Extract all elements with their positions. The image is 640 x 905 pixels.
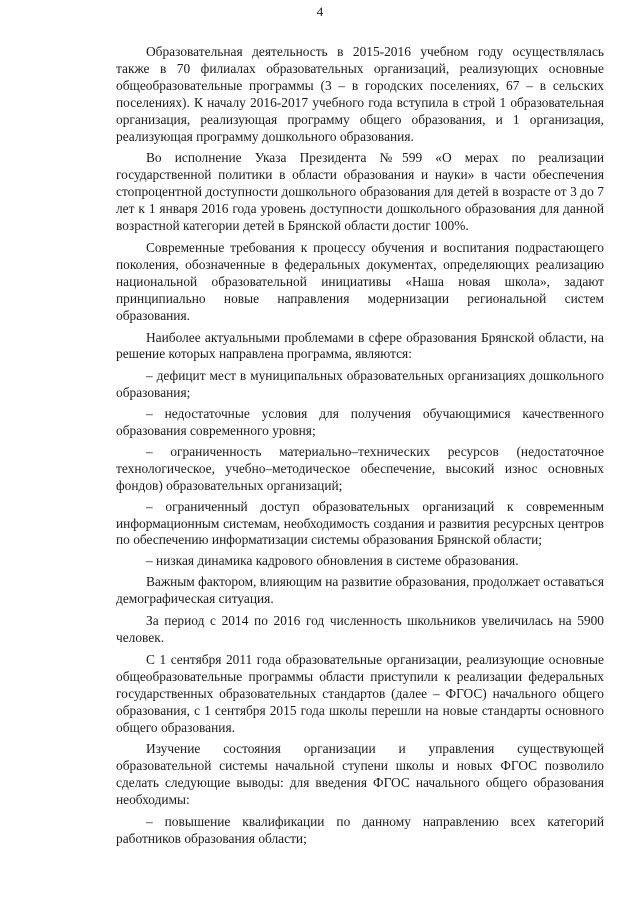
- paragraph-presidential-decree: Во исполнение Указа Президента №599 «О мерах по реализации государственной политики в области образования и науки» в части обеспечения стопроцентной доступности дошкольного образования для детей в возрасте от 3 до 7 лет к 1 января 2016 года уровень доступности дошкольного образования для данной возрастной категории детей в Брянской области достиг 100%.: [116, 150, 604, 234]
- list-item-qualification: – повышение квалификации по данному направлению всех категорий работников образования области;: [116, 814, 604, 846]
- page-number: 4: [316, 4, 324, 19]
- paragraph-branches: Образовательная деятельность в 2015-2016 учебном году осуществлялась также в 70 филиалах образовательных организаций, реализующих основные общеобразовательные программы (3 – в городских поселениях, 67 – в сельских поселениях). К началу 2016-2017 учебного года вступила в строй 1 образовательная организация, реализующая программу общего образования, и 1 организация, реализующая программу дошкольного образования.: [116, 44, 604, 144]
- list-item-limited-access: – ограниченный доступ образовательных организаций к современным информационным системам, необходимость создания и развития ресурсных центров по обеспечению информатизации системы образования Брянской области;: [116, 498, 604, 548]
- paragraph-student-count: За период с 2014 по 2016 год численность школьников увеличилась на 5900 человек.: [116, 613, 604, 645]
- list-item-staff-renewal: – низкая динамика кадрового обновления в системе образования.: [146, 553, 519, 569]
- list-item-insufficient-conditions: – недостаточные условия для получения обучающимися качественного образования современного уровня;: [116, 406, 604, 439]
- list-item-preschool-deficit: – дефицит мест в муниципальных образовательных организациях дошкольного образования;: [116, 368, 604, 401]
- paragraph-conclusions: Изучение состояния организации и управления существующей образовательной системы начальной ступени школы и новых ФГОС позволило сделать следующие выводы: для введения ФГОС начального общего образования необходимы:: [116, 741, 604, 808]
- list-item-limited-resources: – ограниченность материально–технических ресурсов (недостаточное технологическое, учебно–методическое обеспечение, высокий износ основных фондов) образовательных организаций;: [116, 443, 604, 493]
- paragraph-problems-intro: Наиболее актуальными проблемами в сфере образования Брянской области, на решение которых направлена программа, являются:: [116, 329, 604, 362]
- paragraph-fgos-implementation: С 1 сентября 2011 года образовательные организации, реализующие основные общеобразовательные программы области приступили к реализации федеральных государственных образовательных стандартов (далее – ФГОС) начального общего образования, с 1 сентября 2015 года школы перешли на новые стандарты основного общего образования.: [116, 651, 604, 735]
- document-body: [116, 44, 604, 848]
- paragraph-demographics: Важным фактором, влияющим на развитие образования, продолжает оставаться демографическая ситуация.: [116, 574, 604, 607]
- paragraph-modern-requirements: Современные требования к процессу обучения и воспитания подрастающего поколения, обозначенные в федеральных документах, определяющих реализацию национальной образовательной инициативы «Наша новая школа», задают принципиально новые направления модернизации региональной систем образования.: [116, 239, 604, 323]
